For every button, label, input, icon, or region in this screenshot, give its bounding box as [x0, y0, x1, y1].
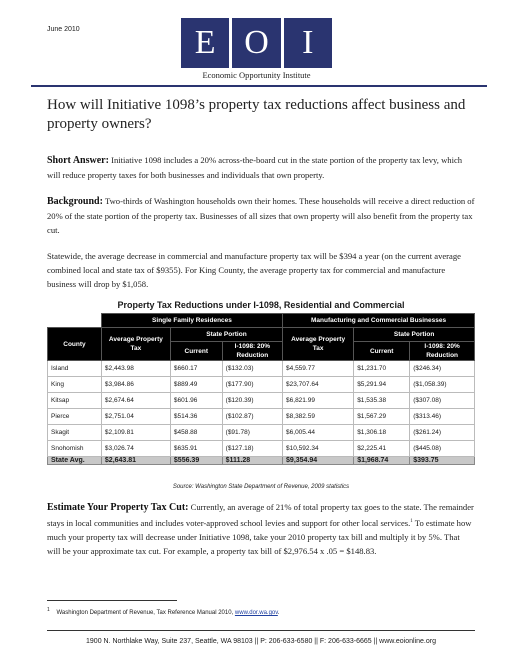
background-text: Two-thirds of Washington households own their homes. These households will receive a direct reduction of 20% of the state portion of the property tax. Businesses of all sizes that own property will also benefit from the property tax cut. — [47, 196, 475, 235]
footnote-ref[interactable]: 1 — [410, 519, 413, 524]
cell-sf-reduction: ($132.03) — [222, 361, 282, 377]
footnote-number: 1 — [47, 607, 50, 613]
table-row — [48, 441, 475, 457]
logo-letter-i: I — [284, 18, 332, 68]
cell-b-current: $2,225.41 — [354, 441, 410, 457]
table-source: Source: Washington State Department of Revenue, 2009 statistics — [172, 484, 350, 490]
cell-sf-avg: $3,984.86 — [101, 377, 170, 393]
col-header-b-state-portion: State Portion — [354, 328, 475, 342]
cell-county: Snohomish — [48, 441, 102, 457]
cell-county: Skagit — [48, 425, 102, 441]
cell-b-avg: $4,559.77 — [283, 361, 354, 377]
cell-county: Pierce — [48, 409, 102, 425]
cell-sf-current: $556.39 — [170, 457, 222, 465]
table-row — [48, 377, 475, 393]
statewide-paragraph: Statewide, the average decrease in commercial and manufacture property tax will be $394 a year (on the current average combined local and state tax of $9355). For King County, the average property tax for commercial and manufacture business will drop by $1,058. — [47, 251, 461, 289]
cell-b-current: $1,535.38 — [354, 393, 410, 409]
footnote-divider — [47, 600, 177, 601]
cell-sf-reduction: $111.28 — [222, 457, 282, 465]
cell-sf-reduction: ($91.78) — [222, 425, 282, 441]
col-header-b-avg-tax: Average Property Tax — [283, 328, 354, 361]
cell-sf-current: $660.17 — [170, 361, 222, 377]
cell-b-avg: $9,354.94 — [283, 457, 354, 465]
cell-sf-avg: $2,443.98 — [101, 361, 170, 377]
short-answer-label: Short Answer: — [47, 155, 109, 166]
footnote-text: Washington Department of Revenue, Tax Reference Manual 2010, — [56, 610, 234, 616]
table-row — [48, 393, 475, 409]
table-body — [48, 361, 475, 457]
logo-letter-o: O — [232, 18, 280, 68]
cell-county: State Avg. — [48, 457, 102, 465]
cell-b-current: $1,306.18 — [354, 425, 410, 441]
cell-b-avg: $23,707.64 — [283, 377, 354, 393]
cell-sf-reduction: ($102.87) — [222, 409, 282, 425]
cell-sf-reduction: ($177.90) — [222, 377, 282, 393]
background-paragraph — [47, 194, 475, 237]
footer-divider — [47, 630, 475, 631]
col-header-sf-avg-tax: Average Property Tax — [101, 328, 170, 361]
cell-sf-current: $635.91 — [170, 441, 222, 457]
table-row — [48, 361, 475, 377]
cell-b-reduction: ($246.34) — [410, 361, 475, 377]
property-tax-table — [47, 313, 475, 465]
estimate-paragraph — [47, 500, 475, 558]
table-row — [48, 425, 475, 441]
table-title: Property Tax Reductions under I-1098, Residential and Commercial — [117, 300, 405, 310]
cell-sf-reduction: ($127.18) — [222, 441, 282, 457]
cell-b-reduction: ($445.08) — [410, 441, 475, 457]
page-title: How will Initiative 1098’s property tax reductions affect business and property owners? — [47, 97, 466, 132]
cell-sf-avg: $2,751.04 — [101, 409, 170, 425]
cell-sf-avg: $3,026.74 — [101, 441, 170, 457]
cell-b-avg: $6,821.99 — [283, 393, 354, 409]
cell-b-current: $5,291.94 — [354, 377, 410, 393]
estimate-text-2: To estimate how much your property tax will decrease under Initiative 1098, take your 2010 property tax bill and multiply it by 5%. That will be your approximate tax cut. For example, a property tax bill of $2,976.54 x .05 = $148.83. — [47, 517, 472, 556]
cell-sf-current: $601.96 — [170, 393, 222, 409]
group-header-single-family: Single Family Residences — [101, 314, 282, 328]
logo-letter-e: E — [181, 18, 229, 68]
cell-sf-current: $458.88 — [170, 425, 222, 441]
cell-b-reduction: ($307.08) — [410, 393, 475, 409]
eoi-logo — [181, 18, 332, 68]
cell-b-reduction: ($1,058.39) — [410, 377, 475, 393]
cell-b-current: $1,231.70 — [354, 361, 410, 377]
cell-b-avg: $10,592.34 — [283, 441, 354, 457]
cell-county: Island — [48, 361, 102, 377]
cell-b-reduction: $393.75 — [410, 457, 475, 465]
header-divider — [31, 85, 487, 87]
cell-sf-avg: $2,109.81 — [101, 425, 170, 441]
cell-b-current: $1,567.29 — [354, 409, 410, 425]
cell-county: King — [48, 377, 102, 393]
cell-sf-reduction: ($120.39) — [222, 393, 282, 409]
footnote-link[interactable]: www.dor.wa.gov — [234, 610, 278, 616]
col-header-sf-current: Current — [170, 342, 222, 361]
cell-b-reduction: ($313.46) — [410, 409, 475, 425]
page-footer: 1900 N. Northlake Way, Suite 237, Seattle, WA 98103 || P: 206-633-6580 || F: 206-633-6665 || www.eoionline.org — [86, 638, 436, 645]
footnote: $^1$ Washington Department of Revenue, Tax Reference Manual 2010, www.dor.wa.gov. — [47, 607, 280, 616]
short-answer-paragraph — [47, 153, 475, 182]
col-header-county: County — [48, 328, 102, 361]
cell-b-avg: $6,005.44 — [283, 425, 354, 441]
col-header-b-current: Current — [354, 342, 410, 361]
cell-sf-current: $514.36 — [170, 409, 222, 425]
estimate-text-1: Currently, an average of 21% of total property tax goes to the state. The remainder stays in local communities and includes voter-approved school levies and support for other local services. — [47, 502, 474, 528]
table-row-state-avg — [48, 457, 475, 465]
estimate-label: Estimate Your Property Tax Cut: — [47, 502, 189, 513]
table-row — [48, 409, 475, 425]
background-label: Background: — [47, 196, 103, 207]
short-answer-text: Initiative 1098 includes a 20% across-the-board cut in the state portion of the property tax levy, which will reduce property taxes for both businesses and individuals that own property. — [47, 155, 463, 180]
logo-caption: Economic Opportunity Institute — [202, 70, 311, 80]
col-header-sf-state-portion: State Portion — [170, 328, 282, 342]
cell-sf-avg: $2,674.64 — [101, 393, 170, 409]
cell-b-avg: $8,382.59 — [283, 409, 354, 425]
group-header-business: Manufacturing and Commercial Businesses — [283, 314, 475, 328]
cell-sf-avg: $2,643.81 — [101, 457, 170, 465]
cell-b-current: $1,968.74 — [354, 457, 410, 465]
cell-county: Kitsap — [48, 393, 102, 409]
cell-sf-current: $889.49 — [170, 377, 222, 393]
col-header-sf-reduction: I-1098: 20% Reduction — [222, 342, 282, 361]
col-header-b-reduction: I-1098: 20% Reduction — [410, 342, 475, 361]
cell-b-reduction: ($261.24) — [410, 425, 475, 441]
document-date: June 2010 — [47, 26, 80, 33]
table-corner — [48, 314, 102, 328]
